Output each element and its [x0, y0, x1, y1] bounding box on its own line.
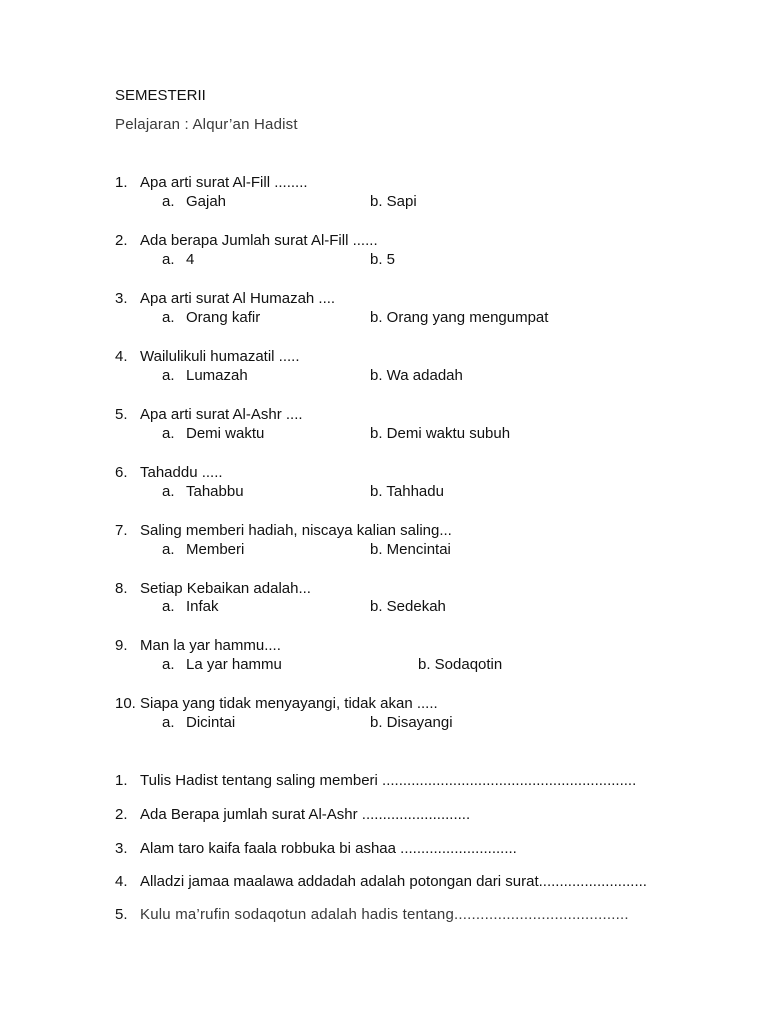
- essay-text: Alladzi jamaa maalawa addadah adalah potongan dari surat..........................: [140, 873, 647, 890]
- essay-number: 3.: [115, 840, 128, 857]
- option-a-text: Infak: [186, 598, 219, 615]
- option-a-text: Orang kafir: [186, 309, 261, 326]
- question-text: Apa arti surat Al Humazah ....: [140, 290, 336, 307]
- subject-line: Pelajaran : Alqur’an Hadist: [115, 116, 298, 133]
- option-b: b. Sapi: [370, 193, 417, 210]
- option-a-text: Gajah: [186, 193, 227, 210]
- option-b: b. Sedekah: [370, 598, 446, 615]
- option-b: b. Tahhadu: [370, 483, 444, 500]
- option-a-label: a.: [162, 714, 175, 731]
- question-number: 3.: [115, 290, 128, 307]
- option-a-text: 4: [186, 251, 195, 268]
- option-a-label: a.: [162, 367, 175, 384]
- question-text: Apa arti surat Al-Ashr ....: [140, 406, 303, 423]
- option-a-label: a.: [162, 193, 175, 210]
- question-number: 7.: [115, 522, 128, 539]
- option-a-label: a.: [162, 483, 175, 500]
- question-text: Apa arti surat Al-Fill ........: [140, 174, 308, 191]
- essay-text: Ada Berapa jumlah surat Al-Ashr ..........................: [140, 806, 471, 823]
- option-b: b. Disayangi: [370, 714, 453, 731]
- semester-heading: SEMESTERII: [115, 87, 206, 104]
- question-text: Wailulikuli humazatil .....: [140, 348, 300, 365]
- option-b: b. 5: [370, 251, 396, 268]
- option-a-text: Dicintai: [186, 714, 236, 731]
- question-number: 1.: [115, 174, 128, 191]
- option-b: b. Orang yang mengumpat: [370, 309, 549, 326]
- essay-text: Kulu ma’rufin sodaqotun adalah hadis tentang........................................: [140, 906, 629, 923]
- question-number: 10.: [115, 695, 136, 712]
- option-a-text: Demi waktu: [186, 425, 265, 442]
- option-a-label: a.: [162, 251, 175, 268]
- question-text: Tahaddu .....: [140, 464, 223, 481]
- question-text: Siapa yang tidak menyayangi, tidak akan .....: [140, 695, 438, 712]
- option-a-text: La yar hammu: [186, 656, 282, 673]
- essay-number: 4.: [115, 873, 128, 890]
- question-number: 5.: [115, 406, 128, 423]
- essay-number: 5.: [115, 906, 128, 923]
- essay-text: Alam taro kaifa faala robbuka bi ashaa ............................: [140, 840, 517, 857]
- option-a-text: Lumazah: [186, 367, 248, 384]
- option-b: b. Sodaqotin: [418, 656, 503, 673]
- question-text: Setiap Kebaikan adalah...: [140, 580, 311, 597]
- essay-number: 1.: [115, 772, 128, 789]
- question-number: 4.: [115, 348, 128, 365]
- option-b: b. Demi waktu subuh: [370, 425, 511, 442]
- question-number: 9.: [115, 637, 128, 654]
- question-number: 2.: [115, 232, 128, 249]
- option-a-text: Tahabbu: [186, 483, 244, 500]
- essay-text: Tulis Hadist tentang saling memberi .............................................................: [140, 772, 637, 789]
- question-text: Ada berapa Jumlah surat Al-Fill ......: [140, 232, 378, 249]
- option-b: b. Mencintai: [370, 541, 451, 558]
- essay-number: 2.: [115, 806, 128, 823]
- option-b: b. Wa adadah: [370, 367, 463, 384]
- option-a-label: a.: [162, 425, 175, 442]
- option-a-label: a.: [162, 309, 175, 326]
- option-a-text: Memberi: [186, 541, 245, 558]
- question-text: Saling memberi hadiah, niscaya kalian saling...: [140, 522, 452, 539]
- option-a-label: a.: [162, 598, 175, 615]
- question-number: 8.: [115, 580, 128, 597]
- question-number: 6.: [115, 464, 128, 481]
- option-a-label: a.: [162, 541, 175, 558]
- option-a-label: a.: [162, 656, 175, 673]
- question-text: Man la yar hammu....: [140, 637, 281, 654]
